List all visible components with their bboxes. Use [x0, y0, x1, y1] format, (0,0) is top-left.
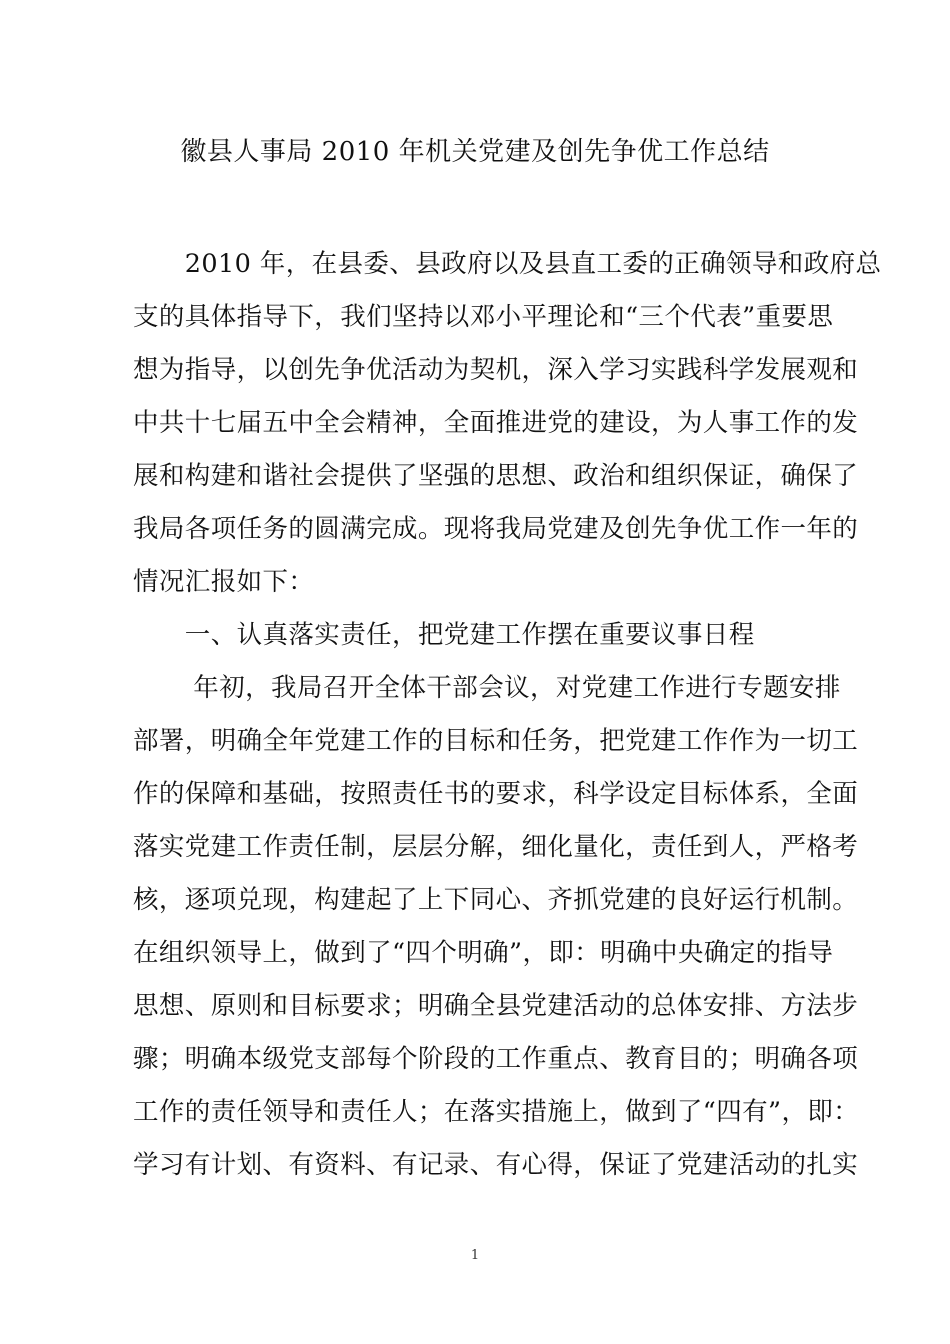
body-line: 作的保障和基础，按照责任书的要求，科学设定目标体系，全面: [133, 779, 859, 809]
body-line: 情况汇报如下：: [133, 567, 315, 597]
document-title: 徽县人事局 2010 年机关党建及创先争优工作总结: [180, 137, 770, 167]
body-line: 骤；明确本级党支部每个阶段的工作重点、教育目的；明确各项: [133, 1044, 859, 1074]
body-line: 2010 年，在县委、县政府以及县直工委的正确领导和政府总: [133, 249, 882, 279]
page-number: 1: [470, 1248, 480, 1263]
body-line: 支的具体指导下，我们坚持以邓小平理论和“三个代表”重要思: [133, 302, 834, 332]
body-line: 落实党建工作责任制，层层分解，细化量化，责任到人，严格考: [133, 832, 859, 862]
body-line: 思想、原则和目标要求；明确全县党建活动的总体安排、方法步: [133, 991, 859, 1021]
body-line: 工作的责任领导和责任人；在落实措施上，做到了“四有”，即：: [133, 1097, 860, 1127]
body-line: 中共十七届五中全会精神，全面推进党的建设，为人事工作的发: [133, 408, 859, 438]
body-line: 想为指导，以创先争优活动为契机，深入学习实践科学发展观和: [133, 355, 859, 385]
body-line: 核，逐项兑现，构建起了上下同心、齐抓党建的良好运行机制。: [133, 885, 859, 915]
body-line: 年初，我局召开全体干部会议，对党建工作进行专题安排: [133, 673, 841, 703]
body-line: 展和构建和谐社会提供了坚强的思想、政治和组织保证，确保了: [133, 461, 859, 491]
body-line: 部署，明确全年党建工作的目标和任务，把党建工作作为一切工: [133, 726, 859, 756]
section-heading: 一、认真落实责任，把党建工作摆在重要议事日程: [133, 620, 755, 650]
body-line: 在组织领导上，做到了“四个明确”，即：明确中央确定的指导: [133, 938, 834, 968]
body-line: 学习有计划、有资料、有记录、有心得，保证了党建活动的扎实: [133, 1150, 859, 1180]
body-line: 我局各项任务的圆满完成。现将我局党建及创先争优工作一年的: [133, 514, 859, 544]
